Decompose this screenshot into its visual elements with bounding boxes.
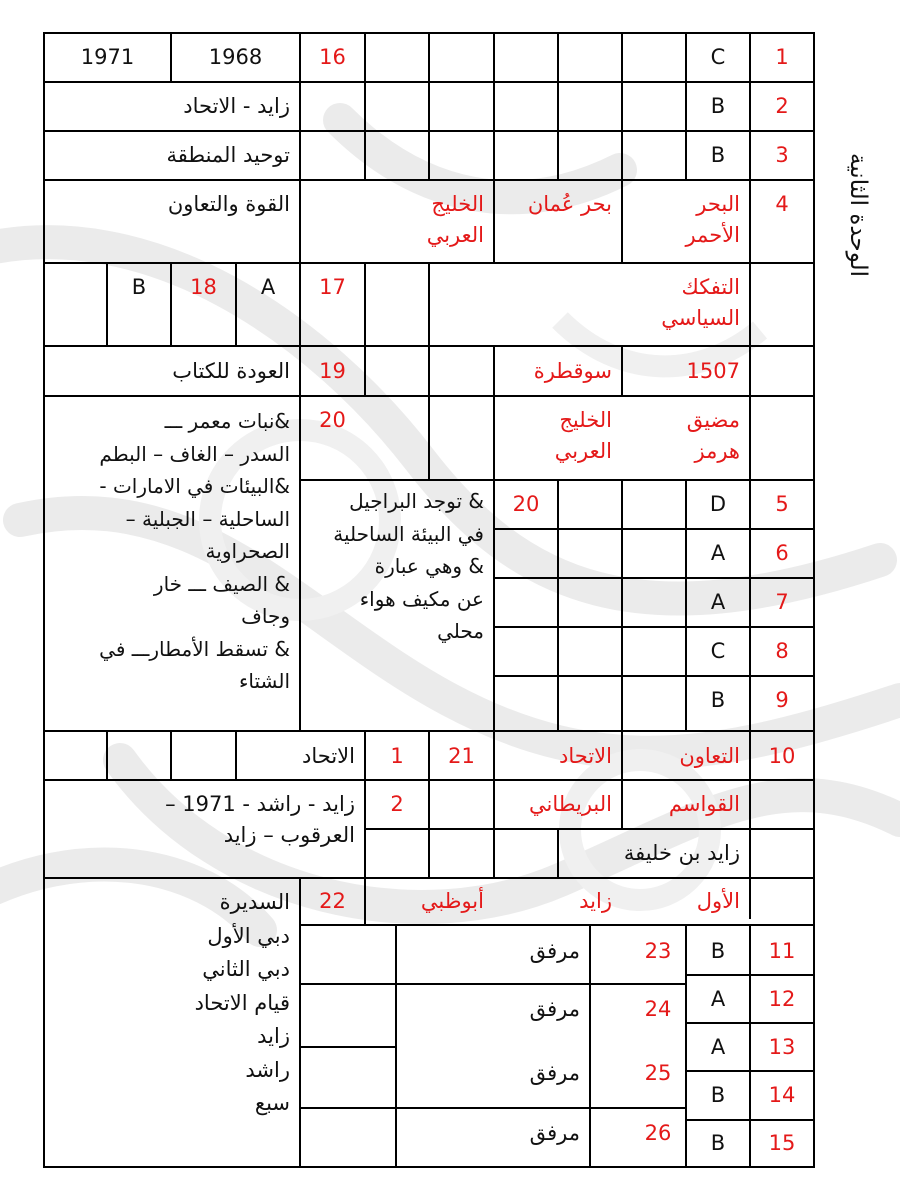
q4-sea-of-oman: بحر عُمان xyxy=(527,192,612,216)
q3-text: توحيد المنطقة xyxy=(166,143,290,167)
q6-number: 6 xyxy=(775,541,789,565)
q10-cooperation: التعاون xyxy=(679,744,740,768)
q8-answer: C xyxy=(710,639,726,663)
q15-answer: B xyxy=(710,1131,726,1155)
q4-red-sea: البحر الأحمر xyxy=(685,192,740,247)
q4-number: 4 xyxy=(775,192,789,216)
q14-number: 14 xyxy=(768,1083,796,1107)
strait-of-hormuz: مضيق هرمز xyxy=(686,408,740,463)
q22-number: 22 xyxy=(319,889,346,913)
q18-number: 18 xyxy=(190,275,217,299)
q21-number: 21 xyxy=(448,744,475,768)
q5-answer: D xyxy=(709,492,727,516)
q10-number: 10 xyxy=(768,744,796,768)
q24-attached: مرفق xyxy=(529,997,580,1021)
q20b-text: & توجد البراجيل في البيئة الساحلية & وهي عبارة عن مكيف هواء محلي xyxy=(333,489,484,643)
first: الأول xyxy=(696,889,740,913)
q16-answer-1971: 1971 xyxy=(80,45,135,69)
q21-sub2-text: زايد - راشد - 1971 – العرقوب – زايد xyxy=(165,792,355,847)
socotra: سوقطرة xyxy=(533,359,612,383)
q25-number: 25 xyxy=(644,1061,672,1085)
q25-attached: مرفق xyxy=(529,1061,580,1085)
q10-union: الاتحاد xyxy=(559,744,612,768)
unit-title: الوحدة الثانية xyxy=(845,153,871,277)
q9-answer: B xyxy=(710,688,726,712)
british: البريطاني xyxy=(529,792,612,816)
q21-sub1-number: 1 xyxy=(390,744,404,768)
q19-number: 19 xyxy=(319,359,346,383)
q3-answer: B xyxy=(710,143,726,167)
q6-answer: A xyxy=(710,541,726,565)
q19-text: العودة للكتاب xyxy=(172,359,290,383)
q17-answer: A xyxy=(260,275,276,299)
q21-sub1-text: الاتحاد xyxy=(302,744,355,768)
q26-number: 26 xyxy=(644,1121,672,1145)
q2-answer: B xyxy=(710,94,726,118)
q22-text: السديرة دبي الأول دبي الثاني قيام الاتحاد زايد راشد سبع xyxy=(194,890,290,1115)
q7-answer: A xyxy=(710,590,726,614)
arabian-gulf: الخليج العربي xyxy=(554,408,612,463)
q23-attached: مرفق xyxy=(529,939,580,963)
q16-number: 16 xyxy=(319,45,346,69)
q5-number: 5 xyxy=(775,492,789,516)
q4-text: القوة والتعاون xyxy=(167,192,290,216)
q1-number: 1 xyxy=(775,45,789,69)
q9-number: 9 xyxy=(775,688,789,712)
q23-number: 23 xyxy=(644,939,672,963)
q11-answer: B xyxy=(710,939,726,963)
q24-number: 24 xyxy=(644,997,672,1021)
q13-answer: A xyxy=(710,1035,726,1059)
q20-number: 20 xyxy=(319,408,346,432)
q1-answer: C xyxy=(710,45,726,69)
q2-text: زايد - الاتحاد xyxy=(183,94,290,118)
qawasim: القواسم xyxy=(668,792,740,816)
q7-number: 7 xyxy=(775,590,789,614)
q13-number: 13 xyxy=(768,1035,796,1059)
q8-number: 8 xyxy=(775,639,789,663)
q15-number: 15 xyxy=(768,1131,796,1155)
zayed: زايد xyxy=(579,889,612,913)
q2-number: 2 xyxy=(775,94,789,118)
q3-number: 3 xyxy=(775,143,789,167)
zayed-bin-khalifa: زايد بن خليفة xyxy=(623,841,740,865)
q21-sub2-number: 2 xyxy=(390,792,404,816)
q12-answer: A xyxy=(710,987,726,1011)
q17-number: 17 xyxy=(319,275,346,299)
q16-answer-1968: 1968 xyxy=(208,45,263,69)
q18-answer: B xyxy=(131,275,147,299)
q26-attached: مرفق xyxy=(529,1121,580,1145)
q12-number: 12 xyxy=(768,987,796,1011)
year-1507: 1507 xyxy=(686,359,740,383)
political-disintegration: التفكك السياسي xyxy=(661,275,740,330)
q20-text: &نبات معمر ـــ السدر – الغاف – البطم &البيئات في الامارات - الساحلية – الجبلية – الصحراوية & الصيف ـــ خار وجاف & تسقط الأمطارـــ في الشتاء xyxy=(99,409,290,693)
q4-arabian-gulf: الخليج العربي xyxy=(426,192,484,247)
q14-answer: B xyxy=(710,1083,726,1107)
q11-number: 11 xyxy=(768,939,796,963)
abu-dhabi: أبوظبي xyxy=(420,889,484,913)
q20b-number: 20 xyxy=(512,492,540,516)
